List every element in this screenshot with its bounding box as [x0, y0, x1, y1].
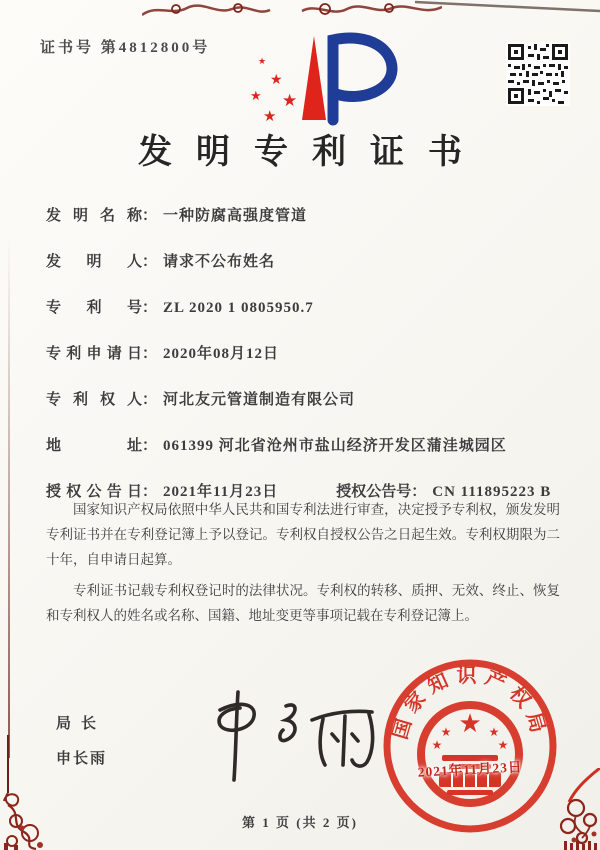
field-label: 发明人 — [46, 254, 142, 270]
logo-blue-p — [333, 38, 392, 120]
field-row-inventor — [46, 252, 568, 273]
bottom-right-ornament-decoration — [524, 768, 600, 850]
field-row-patentee — [46, 390, 568, 411]
field-value: 一种防腐高强度管道 — [163, 208, 308, 224]
field-colon: ： — [411, 484, 427, 500]
grant-number-value: CN 111895223 B — [432, 484, 552, 500]
qr-code — [506, 42, 570, 106]
svg-text:★: ★ — [497, 738, 509, 752]
field-label: 授权公告日 — [46, 484, 142, 500]
logo-red-wedge — [302, 36, 326, 120]
svg-text:★: ★ — [458, 709, 482, 738]
legal-paragraph-2: 专利证书记载专利权登记时的法律状况。专利权的转移、质押、无效、终止、恢复和专利权人的姓名或名称、国籍、地址变更等事项记载在专利登记簿上。 — [46, 582, 560, 623]
field-label: 专利号 — [46, 300, 142, 316]
page-edge-line-decoration — [415, 0, 600, 14]
page-title: 发明专利证书 — [138, 134, 486, 171]
svg-text:★: ★ — [431, 738, 443, 752]
commissioner-signature — [182, 682, 387, 790]
page-number: 第 1 页 (共 2 页) — [242, 815, 358, 830]
bottom-left-ornament-decoration — [0, 735, 70, 850]
commissioner-title: 局长 — [56, 716, 107, 732]
field-colon: ： — [142, 254, 158, 270]
field-colon: ： — [142, 346, 158, 362]
field-row-address — [46, 436, 568, 457]
logo-star-icon: ★ — [263, 109, 277, 125]
field-value: 河北友元管道制造有限公司 — [163, 392, 356, 408]
grant-date-value: 2021年11月23日 — [163, 484, 279, 500]
left-edge-line-decoration — [8, 238, 10, 758]
field-value: 2020年08月12日 — [163, 346, 280, 362]
field-list — [46, 206, 568, 528]
logo-star-icon: ★ — [270, 73, 283, 88]
certificate-number: 证书号 第4812800号 — [40, 40, 211, 56]
logo-star-small-icon: ★ — [258, 56, 267, 66]
seal-date-stamp: 2021年11月23日 — [417, 759, 523, 780]
logo-star-icon: ★ — [282, 91, 298, 110]
field-row-filing-date — [46, 344, 568, 365]
cnipa-logo-icon — [230, 28, 406, 126]
field-label: 专利申请日 — [46, 346, 142, 362]
field-value: 061399 河北省沧州市盐山经济开发区蒲洼城园区 — [163, 438, 507, 454]
field-colon: ： — [142, 484, 158, 500]
field-colon: ： — [142, 208, 158, 224]
field-label: 专利权人 — [46, 392, 142, 408]
field-value: 请求不公布姓名 — [163, 254, 276, 270]
field-colon: ： — [142, 392, 158, 408]
field-row-patent-number — [46, 298, 568, 319]
field-label: 发明名称 — [46, 208, 142, 224]
legal-text-block — [46, 498, 560, 635]
svg-text:★: ★ — [440, 725, 452, 739]
logo-star-icon: ★ — [250, 88, 262, 103]
commissioner-name: 申长雨 — [56, 751, 108, 767]
field-colon: ： — [142, 438, 158, 454]
legal-paragraph-1: 国家知识产权局依照中华人民共和国专利法进行审查，决定授予专利权，颁发发明专利证书并在专利登记簿上予以登记。专利权自授权公告之日起生效。专利权期限为二十年，自申请日起算。 — [46, 502, 560, 567]
field-label: 授权公告号 — [336, 484, 412, 500]
seal-text: 国家知识产权局 — [389, 665, 551, 742]
field-label: 地址 — [46, 438, 142, 454]
national-emblem-icon — [421, 705, 519, 803]
top-border-ornament-decoration — [142, 0, 442, 20]
field-value: ZL 2020 1 0805950.7 — [163, 300, 314, 316]
field-row-invention-name — [46, 206, 568, 227]
svg-text:★: ★ — [488, 725, 500, 739]
field-colon: ： — [142, 300, 158, 316]
